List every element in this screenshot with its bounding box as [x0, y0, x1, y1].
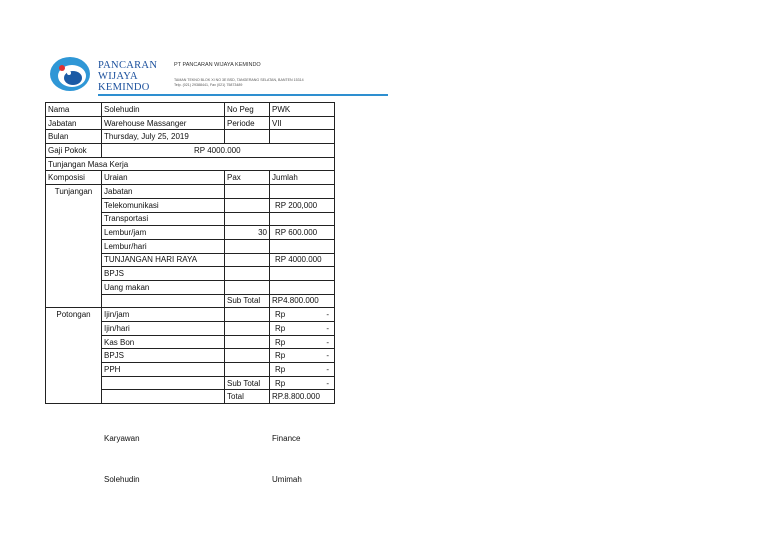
jabatan-value: Warehouse Massanger — [102, 116, 225, 130]
tunjangan-jumlah: RP 600.000 — [270, 226, 335, 240]
tunjangan-uraian: Jabatan — [102, 185, 225, 199]
potongan-amount: Rp - — [270, 349, 335, 363]
tunjangan-masa-kerja: Tunjangan Masa Kerja — [46, 157, 335, 171]
tunjangan-subtotal: RP4.800.000 — [270, 294, 335, 308]
tunjangan-pax — [225, 212, 270, 226]
potongan-amount: Rp - — [270, 322, 335, 336]
table-row — [46, 239, 335, 253]
table-row — [46, 198, 335, 212]
nopeg-value: PWK — [270, 103, 335, 117]
table-row — [46, 157, 335, 171]
tunjangan-uraian: Telekomunikasi — [102, 198, 225, 212]
potongan-subtotal-label: Sub Total — [225, 376, 270, 390]
nama-value: Solehudin — [102, 103, 225, 117]
tunjangan-uraian: Transportasi — [102, 212, 225, 226]
tunjangan-uraian: TUNJANGAN HARI RAYA — [102, 253, 225, 267]
potongan-amount: Rp - — [270, 308, 335, 322]
table-row — [46, 280, 335, 294]
tunjangan-pax — [225, 267, 270, 281]
col-jumlah: Jumlah — [270, 171, 335, 185]
potongan-amount: Rp - — [270, 363, 335, 377]
subtotal-row — [46, 294, 335, 308]
table-row — [46, 267, 335, 281]
col-komposisi: Komposisi — [46, 171, 102, 185]
table-row — [46, 212, 335, 226]
total-value: RP.8.800.000 — [270, 390, 335, 404]
tunjangan-jumlah — [270, 185, 335, 199]
company-name: PT PANCARAN WIJAYA KEMINDO — [174, 62, 261, 68]
table-row — [46, 335, 335, 349]
nama-label: Nama — [46, 103, 102, 117]
jabatan-label: Jabatan — [46, 116, 102, 130]
logo-text: PANCARAN WIJAYA KEMINDO — [98, 60, 158, 93]
signature-right-name: Umimah — [272, 475, 302, 484]
tunjangan-uraian: Lembur/hari — [102, 239, 225, 253]
header-divider — [98, 94, 388, 96]
tunjangan-pax — [225, 239, 270, 253]
signature-left-name: Solehudin — [104, 475, 140, 484]
potongan-uraian: PPH — [102, 363, 225, 377]
signature-left-role: Karyawan — [104, 434, 140, 443]
nopeg-label: No Peg — [225, 103, 270, 117]
potongan-uraian: Ijin/jam — [102, 308, 225, 322]
potongan-subtotal: Rp - — [270, 376, 335, 390]
subtotal-row — [46, 376, 335, 390]
tunjangan-jumlah — [270, 239, 335, 253]
potongan-uraian: Ijin/hari — [102, 322, 225, 336]
gaji-label: Gaji Pokok — [46, 144, 102, 158]
table-row — [46, 349, 335, 363]
bulan-label: Bulan — [46, 130, 102, 144]
table-row — [46, 253, 335, 267]
periode-label: Periode — [225, 116, 270, 130]
table-row — [46, 363, 335, 377]
tunjangan-pax: 30 — [225, 226, 270, 240]
table-row — [46, 130, 335, 144]
tunjangan-pax — [225, 198, 270, 212]
company-address: TAMAN TEKNO BLOK XI NO 3E BSD, TANGERANG SELATAN, BANTEN 15314 Telp. (021) 29388441, Fax (021) 75873489 — [174, 78, 304, 87]
tunjangan-uraian: Uang makan — [102, 280, 225, 294]
tunjangan-jumlah: RP 4000.000 — [270, 253, 335, 267]
bulan-value: Thursday, July 25, 2019 — [102, 130, 225, 144]
tunjangan-pax — [225, 185, 270, 199]
table-row — [46, 185, 335, 199]
table-row — [46, 308, 335, 322]
salary-slip-table — [45, 102, 335, 404]
total-label: Total — [225, 390, 270, 404]
tunjangan-pax — [225, 253, 270, 267]
table-row — [46, 116, 335, 130]
tunjangan-uraian: BPJS — [102, 267, 225, 281]
signature-right-role: Finance — [272, 434, 301, 443]
potongan-amount: Rp - — [270, 335, 335, 349]
total-row — [46, 390, 335, 404]
company-header — [48, 50, 338, 96]
tunjangan-pax — [225, 280, 270, 294]
table-row — [46, 103, 335, 117]
potongan-uraian: BPJS — [102, 349, 225, 363]
potongan-label: Potongan — [46, 308, 102, 322]
gaji-value: RP 4000.000 — [102, 144, 335, 158]
periode-value: VII — [270, 116, 335, 130]
tunjangan-subtotal-label: Sub Total — [225, 294, 270, 308]
tunjangan-uraian: Lembur/jam — [102, 226, 225, 240]
company-logo-icon — [48, 54, 94, 94]
table-row — [46, 322, 335, 336]
tunjangan-jumlah: RP 200,000 — [270, 198, 335, 212]
tunjangan-jumlah — [270, 267, 335, 281]
potongan-uraian: Kas Bon — [102, 335, 225, 349]
table-row — [46, 144, 335, 158]
tunjangan-jumlah — [270, 280, 335, 294]
table-header-row — [46, 171, 335, 185]
table-row — [46, 226, 335, 240]
tunjangan-label: Tunjangan — [46, 185, 102, 199]
col-uraian: Uraian — [102, 171, 225, 185]
col-pax: Pax — [225, 171, 270, 185]
tunjangan-jumlah — [270, 212, 335, 226]
